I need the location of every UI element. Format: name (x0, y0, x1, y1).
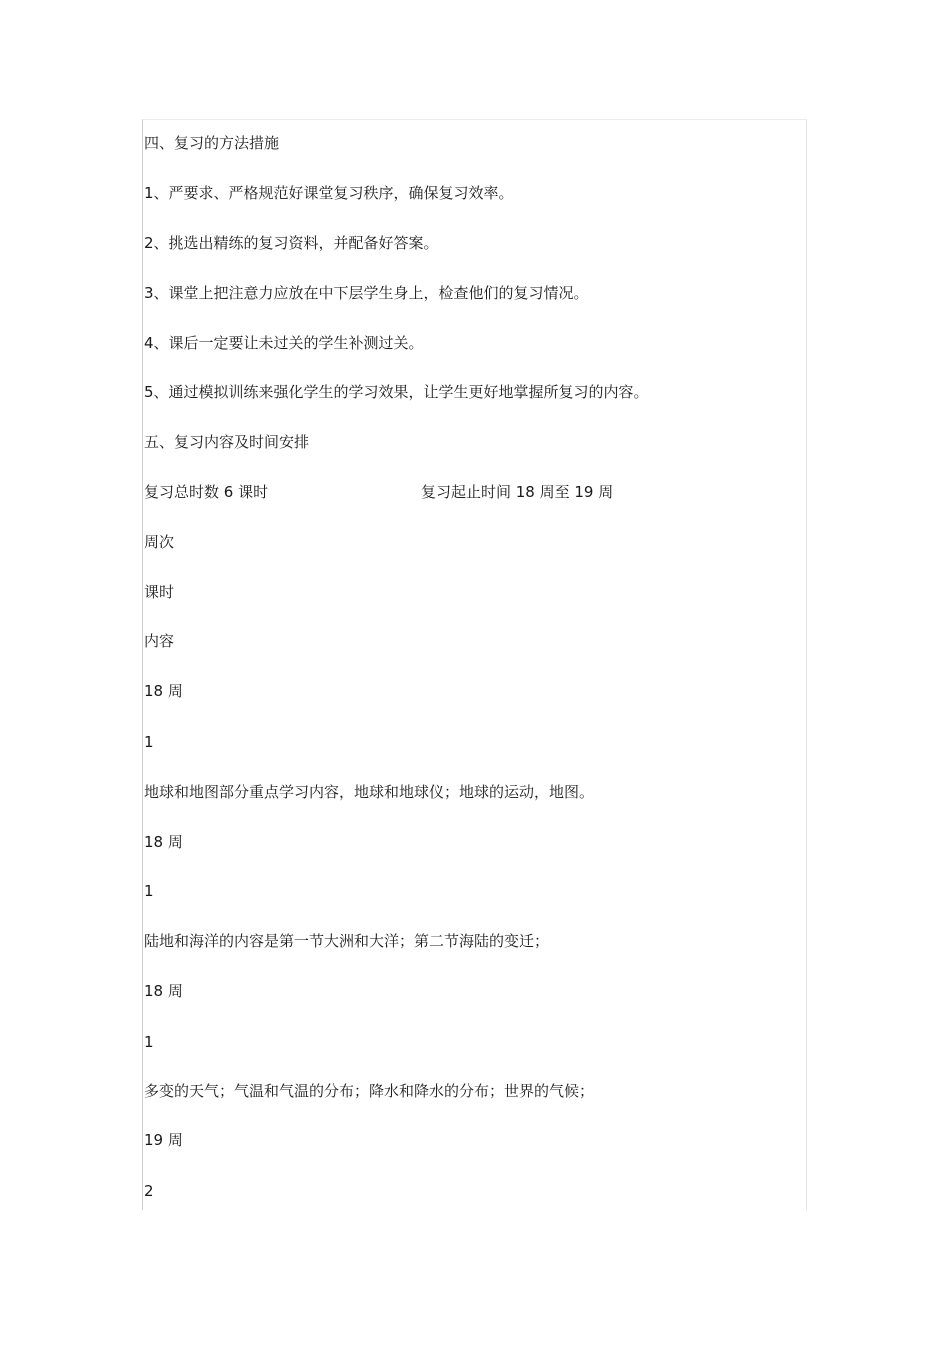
section-4-heading: 四、复习的方法措施 (144, 134, 280, 152)
row-1-hours: 1 (144, 733, 154, 751)
row-2-hours: 1 (144, 882, 154, 900)
measure-1: 1、严要求、严格规范好课堂复习秩序，确保复习效率。 (144, 184, 514, 202)
row-2-week: 18 周 (144, 833, 183, 851)
row-2-content: 陆地和海洋的内容是第一节大洲和大洋；第二节海陆的变迁； (144, 932, 550, 950)
section-5-heading: 五、复习内容及时间安排 (144, 433, 310, 451)
row-4-week: 19 周 (144, 1131, 183, 1149)
table-header-hours: 课时 (144, 583, 175, 601)
measure-5: 5、通过模拟训练来强化学生的学习效果，让学生更好地掌握所复习的内容。 (144, 383, 649, 401)
row-3-hours: 1 (144, 1033, 154, 1051)
schedule-date-range: 复习起止时间 18 周至 19 周 (421, 483, 614, 501)
measure-4: 4、课后一定要让未过关的学生补测过关。 (144, 334, 424, 352)
row-3-content: 多变的天气；气温和气温的分布；降水和降水的分布；世界的气候； (144, 1082, 595, 1100)
schedule-total-hours: 复习总时数 6 课时 (144, 483, 269, 501)
schedule-summary (144, 482, 744, 502)
row-4-hours: 2 (144, 1182, 154, 1200)
row-3-week: 18 周 (144, 982, 183, 1000)
measure-3: 3、课堂上把注意力应放在中下层学生身上，检查他们的复习情况。 (144, 284, 589, 302)
table-header-week: 周次 (144, 533, 175, 551)
row-1-content: 地球和地图部分重点学习内容，地球和地球仪；地球的运动，地图。 (144, 783, 595, 801)
table-header-content: 内容 (144, 632, 175, 650)
measure-2: 2、挑选出精练的复习资料，并配备好答案。 (144, 234, 439, 252)
row-1-week: 18 周 (144, 682, 183, 700)
